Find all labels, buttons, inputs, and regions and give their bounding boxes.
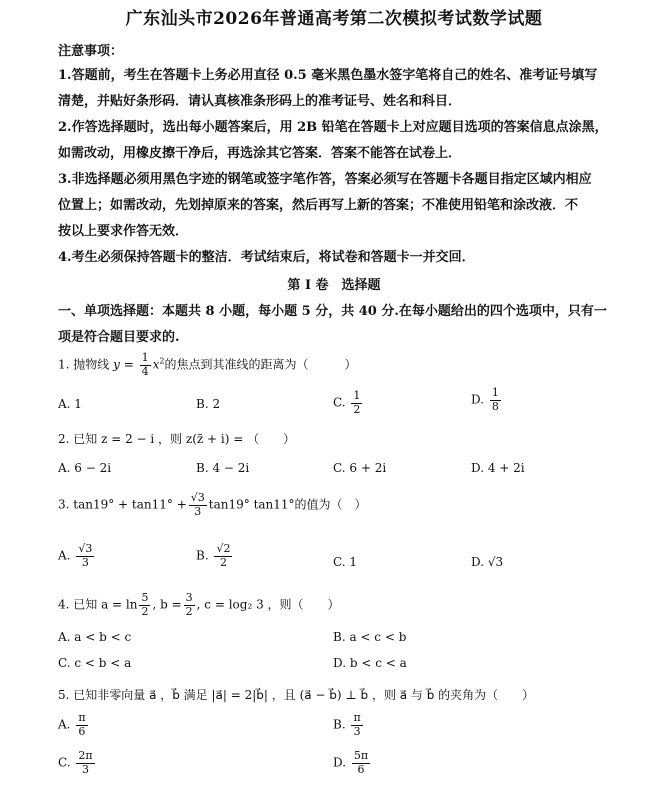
notice-line-8: 4.考生必须保持答题卡的整洁．考试结束后，将试卷和答题卡一并交回． xyxy=(58,250,475,265)
q5-option-d-num: 5π xyxy=(353,749,369,762)
q5-option-b-den: 3 xyxy=(353,724,361,738)
q5-option-c-label: C. xyxy=(58,755,71,770)
q5-option-d-label: D. xyxy=(333,755,347,770)
q3-option-b-num: √2 xyxy=(216,542,231,555)
exam-title: 广东汕头市2026年普通高考第二次模拟考试数学试题 xyxy=(125,9,543,29)
notice-line-5: 3.非选择题必须用黑色字迹的钢笔或签字笔作答，答案必须写在答题卡各题目指定区域内相应 xyxy=(58,172,592,187)
notice-line-4: 如需改动，用橡皮擦干净后，再选涂其它答案．答案不能答在试卷上． xyxy=(58,146,462,161)
q2-option-c[interactable]: C. 6 + 2i xyxy=(333,461,387,475)
q5-option-b-num: π xyxy=(353,711,361,724)
q4-frac-b-den: 2 xyxy=(185,604,193,618)
notice-heading: 注意事项： xyxy=(58,44,124,59)
question-1 xyxy=(58,352,356,378)
q2-option-d[interactable]: D. 4 + 2i xyxy=(471,461,525,475)
q5-option-a-label: A. xyxy=(58,717,71,732)
section-line-1: 一、单项选择题：本题共 8 小题，每小题 5 分，共 40 分.在每小题给出的四个选项中，只有一 xyxy=(58,304,607,319)
notice-line-2: 清楚，并贴好条形码．请认真核准条形码上的准考证号、姓名和科目． xyxy=(58,94,462,109)
q1-fraction xyxy=(140,352,151,378)
q1-frac-num: 1 xyxy=(141,351,149,364)
section-line-2: 项是符合题目要求的. xyxy=(58,330,180,345)
q5-option-c-num: 2π xyxy=(78,749,93,762)
q4-fraction-b xyxy=(184,592,195,618)
q3-option-a-fraction xyxy=(76,543,94,569)
notice-line-7: 按以上要求作答无效． xyxy=(58,224,189,239)
q3-option-a[interactable] xyxy=(58,543,96,569)
q3-prefix: 3. tan19° + tan11° + xyxy=(58,497,187,512)
q1-option-c-num: 1 xyxy=(353,389,361,402)
q1-eq: = xyxy=(119,357,138,372)
q5-option-b[interactable] xyxy=(333,712,365,738)
q3-mid: tan19° tan11° xyxy=(208,497,295,512)
q1-option-d[interactable] xyxy=(471,387,503,413)
q4-frac-a-den: 2 xyxy=(141,604,149,618)
q3-suffix: 的值为（ ） xyxy=(294,497,367,512)
q3-option-b[interactable] xyxy=(196,543,234,569)
q1-suffix: 的焦点到其准线的距离为（ ） xyxy=(164,357,357,372)
q5-option-d-fraction xyxy=(352,750,370,776)
q1-option-d-fraction xyxy=(490,387,501,413)
q1-var-x: x xyxy=(152,357,160,372)
q5-option-b-label: B. xyxy=(333,717,346,732)
q4-option-c[interactable]: C. c < b < a xyxy=(58,656,132,670)
q5-option-d[interactable] xyxy=(333,750,372,776)
q4-prefix: 4. 已知 a = ln xyxy=(58,597,138,612)
q1-option-c-fraction xyxy=(351,390,362,416)
question-5: 5. 已知非零向量 a⃗ ，b⃗ 满足 |a⃗| = 2|b⃗| ，且 (a⃗ − b⃗) ⊥ b⃗ ，则 a⃗ 与 b⃗ 的夹角为（ ） xyxy=(58,688,535,702)
q4-frac-b-num: 3 xyxy=(185,591,193,604)
q5-option-c[interactable] xyxy=(58,750,97,776)
q5-option-a[interactable] xyxy=(58,712,90,738)
q4-option-a[interactable]: A. a < b < c xyxy=(58,630,132,644)
q1-exponent: 2 xyxy=(159,356,165,366)
q3-option-b-den: 2 xyxy=(219,555,227,569)
q3-option-b-fraction xyxy=(214,543,232,569)
q2-option-b[interactable]: B. 4 − 2i xyxy=(196,461,250,475)
q1-option-c[interactable] xyxy=(333,390,364,416)
q3-option-b-label: B. xyxy=(196,548,209,563)
q1-option-d-label: D. xyxy=(471,392,485,407)
q1-option-a[interactable]: A. 1 xyxy=(58,397,82,411)
question-2: 2. 已知 z = 2 − i ，则 z(z̄ + i) = （ ） xyxy=(58,432,296,446)
q3-frac-den: 3 xyxy=(194,504,202,518)
q1-option-d-den: 8 xyxy=(491,399,499,413)
question-3 xyxy=(58,492,367,518)
q5-option-c-den: 3 xyxy=(82,762,90,776)
q5-option-a-fraction xyxy=(76,712,87,738)
part-title: 第 I 卷 选择题 xyxy=(287,278,381,293)
q4-option-d[interactable]: D. b < c < a xyxy=(333,656,407,670)
notice-line-3: 2.作答选择题时，选出每小题答案后，用 2B 铅笔在答题卡上对应题目选项的答案信息点涂黑， xyxy=(58,120,608,135)
q3-option-a-den: 3 xyxy=(81,555,89,569)
q1-prefix: 1. 抛物线 xyxy=(58,357,110,372)
q4-fraction-a xyxy=(139,592,150,618)
q4-suffix: , c = log₂ 3 ，则（ ） xyxy=(196,597,340,612)
q4-option-b[interactable]: B. a < c < b xyxy=(333,630,407,644)
q4-frac-a-num: 5 xyxy=(141,591,149,604)
q1-frac-den: 4 xyxy=(141,364,149,378)
notice-line-1: 1.答题前，考生在答题卡上务必用直径 0.5 毫米黑色墨水签字笔将自己的姓名、准考证号填写 xyxy=(58,68,598,83)
q1-option-d-num: 1 xyxy=(491,386,499,399)
q5-option-c-fraction xyxy=(76,750,94,776)
q1-var-y: y xyxy=(113,357,120,372)
q1-option-c-den: 2 xyxy=(353,402,361,416)
q3-fraction xyxy=(189,492,207,518)
notice-line-6: 位置上；如需改动，先划掉原来的答案，然后再写上新的答案；不准使用铅笔和涂改液．不 xyxy=(58,198,579,213)
q3-option-c[interactable]: C. 1 xyxy=(333,555,358,569)
q3-frac-num: √3 xyxy=(190,491,205,504)
q3-option-a-label: A. xyxy=(58,548,71,563)
question-4 xyxy=(58,592,340,618)
q1-option-c-label: C. xyxy=(333,395,346,410)
q5-option-d-den: 6 xyxy=(357,762,365,776)
q3-option-a-num: √3 xyxy=(78,542,93,555)
q5-option-b-fraction xyxy=(351,712,362,738)
q3-option-d[interactable]: D. √3 xyxy=(471,555,504,569)
q5-option-a-num: π xyxy=(78,711,86,724)
q4-mid: , b = xyxy=(152,597,182,612)
q2-option-a[interactable]: A. 6 − 2i xyxy=(58,461,112,475)
q1-option-b[interactable]: B. 2 xyxy=(196,397,221,411)
q5-option-a-den: 6 xyxy=(78,724,86,738)
